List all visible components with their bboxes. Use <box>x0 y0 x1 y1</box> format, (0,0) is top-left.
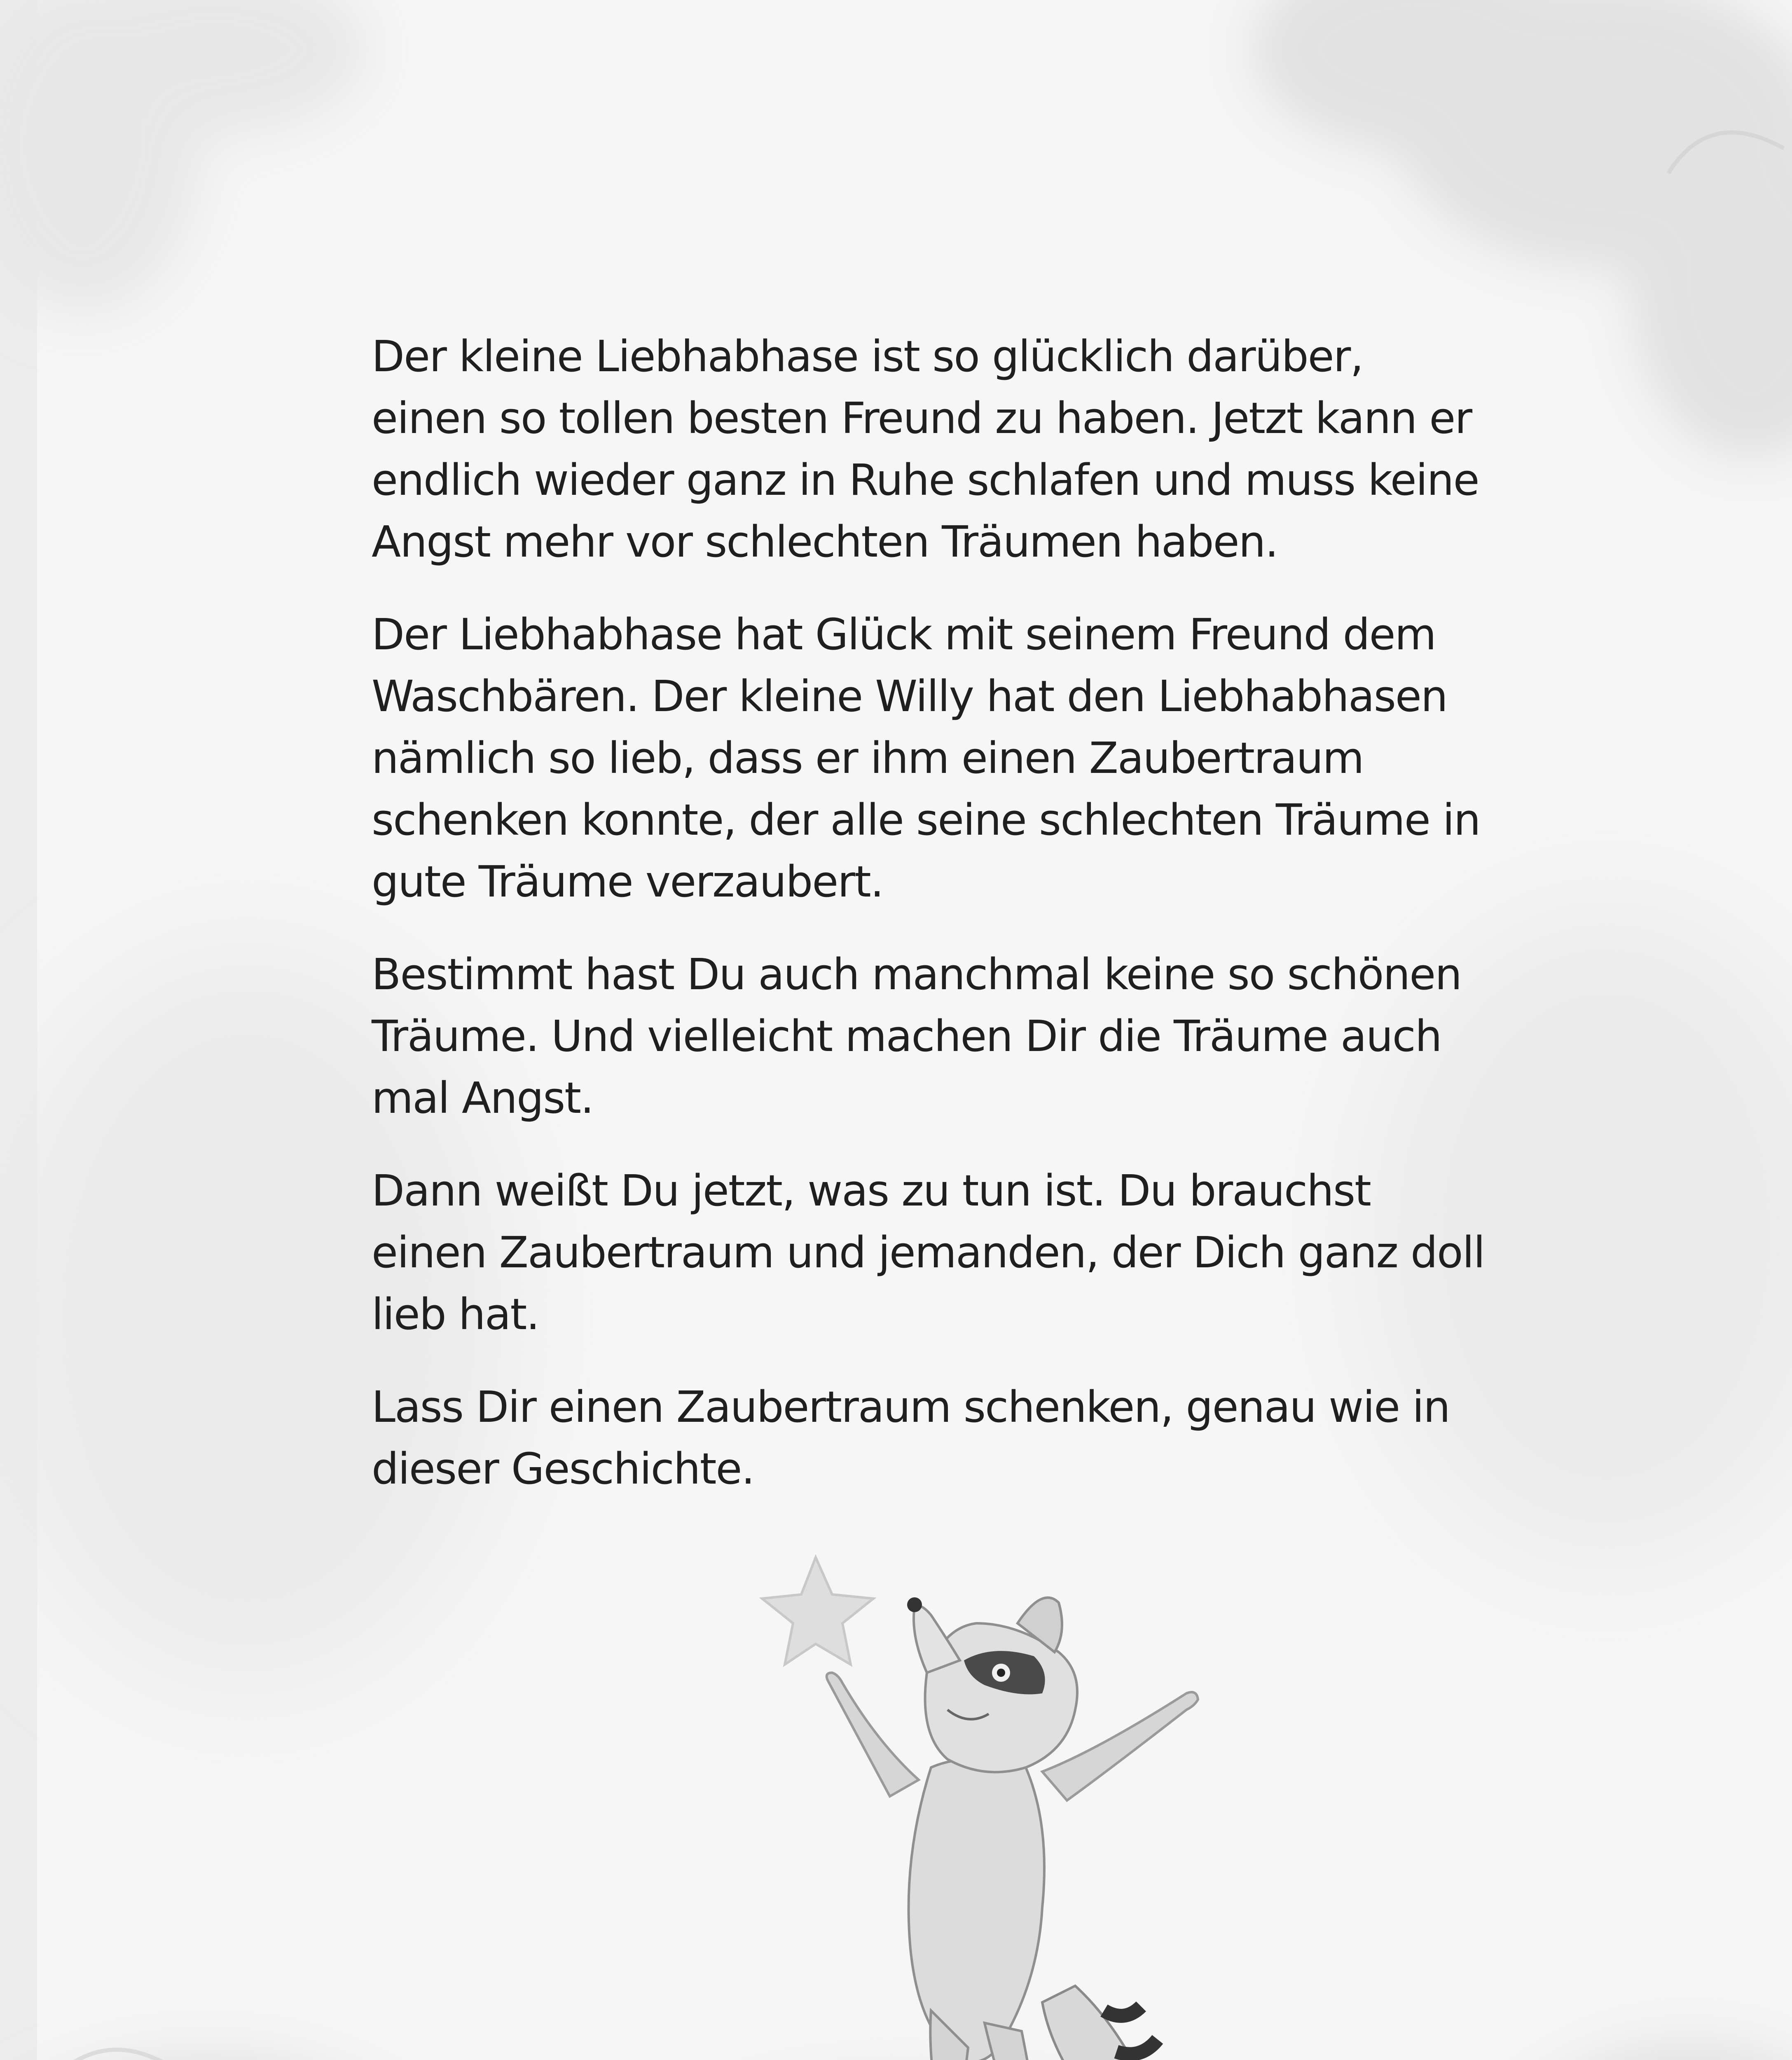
story-text <box>372 325 1525 1531</box>
text-line: einen so tollen besten Freund zu haben. Jetzt kann er <box>372 393 1472 443</box>
paragraph <box>372 1160 1525 1345</box>
text-line: Angst mehr vor schlechten Träumen haben. <box>372 517 1278 567</box>
text-line: nämlich so lieb, dass er ihm einen Zaubertraum <box>372 733 1364 783</box>
text-line: gute Träume verzaubert. <box>372 857 883 907</box>
text-line: einen Zaubertraum und jemanden, der Dich ganz doll <box>372 1227 1485 1278</box>
text-line: Lass Dir einen Zaubertraum schenken, genau wie in <box>372 1382 1450 1432</box>
text-line: Waschbären. Der kleine Willy hat den Liebhabhasen <box>372 671 1447 721</box>
text-line: mal Angst. <box>372 1073 594 1123</box>
star-icon <box>762 1557 873 1664</box>
text-line: Träume. Und vielleicht machen Dir die Träume auch <box>372 1011 1441 1061</box>
text-line: Bestimmt hast Du auch manchmal keine so schönen <box>372 949 1462 1000</box>
paragraph <box>372 1376 1525 1500</box>
text-line: schenken konnte, der alle seine schlechten Träume in <box>372 795 1480 845</box>
text-line: Dann weißt Du jetzt, was zu tun ist. Du brauchst <box>372 1166 1371 1216</box>
text-line: Der Liebhabhase hat Glück mit seinem Freund dem <box>372 609 1436 660</box>
text-line: endlich wieder ganz in Ruhe schlafen und muss keine <box>372 455 1479 505</box>
text-line: dieser Geschichte. <box>372 1444 754 1494</box>
paragraph <box>372 943 1525 1129</box>
paragraph <box>372 325 1525 573</box>
text-line: Der kleine Liebhabhase ist so glücklich darüber, <box>372 331 1363 382</box>
paragraph <box>372 604 1525 913</box>
raccoon-icon <box>754 1537 1318 2060</box>
text-line: lieb hat. <box>372 1289 539 1339</box>
